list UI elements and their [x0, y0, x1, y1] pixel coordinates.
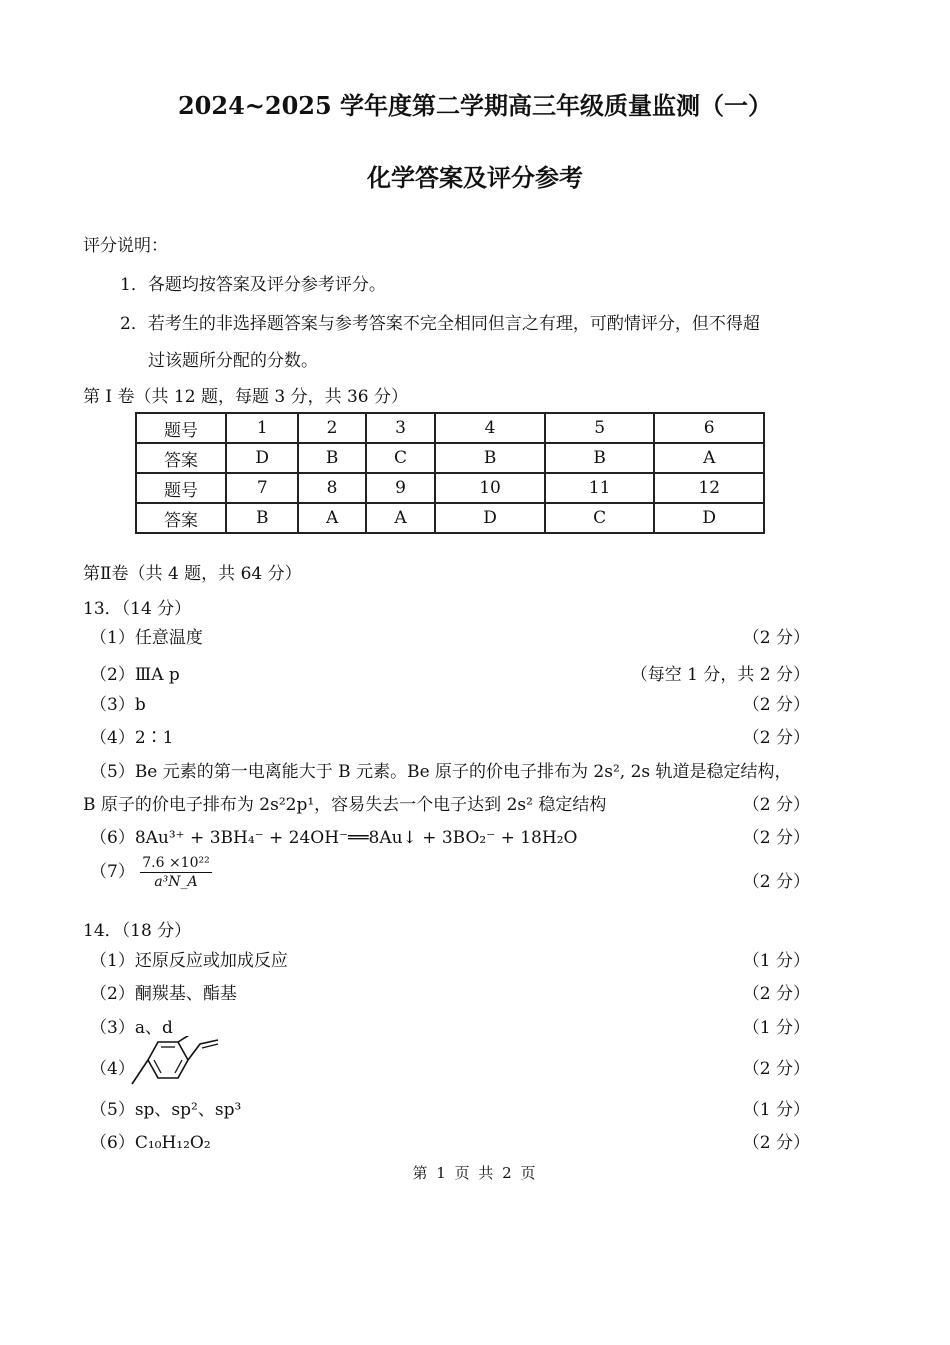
q13-score-2: （每空 1 分，共 2 分） — [630, 665, 810, 685]
table-cell: 5 — [545, 413, 655, 443]
fraction — [140, 854, 211, 891]
page-title: 2024~2025 学年度第二学期高三年级质量监测（一） — [177, 91, 773, 120]
table-cell: C — [545, 503, 655, 533]
q13-answer-5-line1: （5）Be 元素的第一电离能大于 B 元素。Be 原子的价电子排布为 2s², 2s 轨道是稳定结构， — [90, 762, 792, 782]
q13-answer-6: （6）8Au³⁺ + 3BH₄⁻ + 24OH⁻══8Au↓ + 3BO₂⁻ + 18H₂O — [90, 828, 578, 848]
q14-score-6: （2 分） — [742, 1133, 810, 1153]
table-cell: 4 — [435, 413, 545, 443]
table-cell: 6 — [654, 413, 764, 443]
table-cell: 8 — [298, 473, 365, 503]
table-cell: 2 — [298, 413, 365, 443]
q14-answer-1: （1）还原反应或加成反应 — [90, 951, 288, 971]
table-cell: A — [366, 503, 436, 533]
table-cell: 7 — [226, 473, 298, 503]
table-row — [136, 473, 764, 503]
table-row — [136, 443, 764, 473]
q14-score-4: （2 分） — [742, 1059, 810, 1079]
table-cell: D — [435, 503, 545, 533]
table-cell: 题号 — [136, 413, 226, 443]
q13-answer-1: （1）任意温度 — [90, 628, 203, 648]
q14-answer-5: （5）sp、sp²、sp³ — [90, 1100, 242, 1120]
fraction-numerator: 7.6 ×10²² — [142, 855, 210, 871]
q14-score-5: （1 分） — [742, 1100, 810, 1120]
table-cell: B — [545, 443, 655, 473]
q13-answer-4: （4）2∶1 — [90, 728, 174, 748]
q13-answer-2: （2）ⅢA p — [90, 665, 180, 685]
q14-score-3: （1 分） — [742, 1018, 810, 1038]
table-cell: A — [298, 503, 365, 533]
note-1: 1．各题均按答案及评分参考评分。 — [120, 275, 386, 295]
answer-table — [135, 412, 765, 534]
q13-score-5: （2 分） — [742, 795, 810, 815]
notes-title: 评分说明： — [83, 236, 168, 256]
table-cell: D — [226, 443, 298, 473]
q14-answer-3: （3）a、d — [90, 1018, 173, 1038]
table-cell: 12 — [654, 473, 764, 503]
q14-score-1: （1 分） — [742, 951, 810, 971]
table-cell: B — [298, 443, 365, 473]
q14-answer-2: （2）酮羰基、酯基 — [90, 984, 237, 1004]
table-cell: 答案 — [136, 503, 226, 533]
fraction-denominator: a³N_A — [154, 874, 198, 890]
q14-header: 14．（18 分） — [83, 921, 192, 941]
q13-score-7: （2 分） — [742, 872, 810, 892]
part1-title: 第 I 卷（共 12 题，每题 3 分，共 36 分） — [83, 387, 409, 407]
table-cell: 答案 — [136, 443, 226, 473]
table-cell: 11 — [545, 473, 655, 503]
table-row — [136, 503, 764, 533]
table-cell: 1 — [226, 413, 298, 443]
table-cell: D — [654, 503, 764, 533]
note-2: 2．若考生的非选择题答案与参考答案不完全相同但言之有理，可酌情评分，但不得超 — [120, 314, 760, 334]
table-row — [136, 413, 764, 443]
table-cell: A — [654, 443, 764, 473]
q14-answer-6: （6）C₁₀H₁₂O₂ — [90, 1133, 211, 1153]
structure-formula-icon — [128, 1036, 228, 1088]
table-cell: 3 — [366, 413, 436, 443]
table-cell: C — [366, 443, 436, 473]
table-cell: B — [435, 443, 545, 473]
q13-answer-7-label: （7） — [90, 862, 135, 882]
q13-answer-3: （3）b — [90, 695, 146, 715]
q13-score-1: （2 分） — [742, 628, 810, 648]
note-3: 过该题所分配的分数。 — [148, 351, 318, 371]
table-cell: 9 — [366, 473, 436, 503]
q13-header: 13．（14 分） — [83, 599, 192, 619]
q13-score-6: （2 分） — [742, 828, 810, 848]
table-cell: 10 — [435, 473, 545, 503]
q13-answer-7 — [90, 854, 212, 891]
part2-title: 第Ⅱ卷（共 4 题，共 64 分） — [83, 564, 302, 584]
q13-score-3: （2 分） — [742, 695, 810, 715]
page-footer: 第 1 页 共 2 页 — [412, 1164, 538, 1182]
q14-score-2: （2 分） — [742, 984, 810, 1004]
page-subtitle: 化学答案及评分参考 — [367, 163, 583, 192]
q14-answer-4: （4） — [90, 1059, 135, 1079]
q13-answer-5-line2: B 原子的价电子排布为 2s²2p¹，容易失去一个电子达到 2s² 稳定结构 — [83, 795, 607, 815]
q13-score-4: （2 分） — [742, 728, 810, 748]
table-cell: B — [226, 503, 298, 533]
table-cell: 题号 — [136, 473, 226, 503]
